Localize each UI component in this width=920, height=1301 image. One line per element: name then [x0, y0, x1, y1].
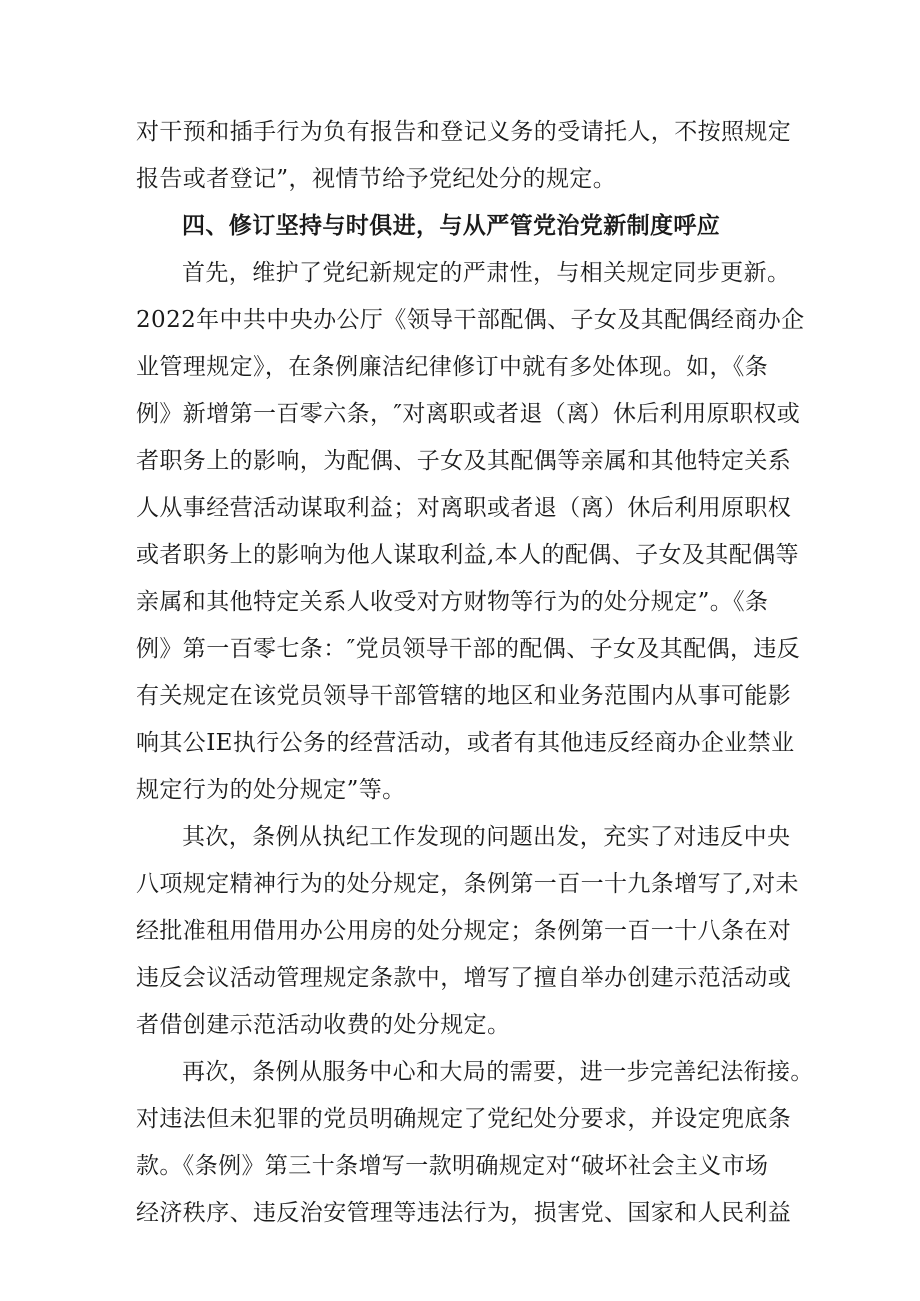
- text-line-content: 业管理规定》，在条例廉洁纪律修订中就有多处体现。如，《条: [136, 354, 769, 380]
- text-line-content: 或者职务上的影响为他人谋取利益,本人的配偶、子女及其配偶等: [136, 542, 799, 568]
- text-line-content: 对违法但未犯罪的党员明确规定了党纪处分要求，并设定兜底条: [136, 1106, 792, 1132]
- text-line-content: 亲属和其他特定关系人收受对方财物等行为的处分规定”。《条: [136, 589, 769, 615]
- text-line-content: 人从事经营活动谋取利益；对离职或者退（离）休后利用原职权: [136, 495, 792, 521]
- text-line-content: 响其公IE执行公务的经营活动，或者有其他违反经商办企业禁业: [136, 730, 795, 756]
- text-line-content: 者职务上的影响，为配偶、子女及其配偶等亲属和其他特定关系: [136, 448, 792, 474]
- text-line-content: 例》新增第一百零六条，″对离职或者退（离）休后利用原职权或: [136, 401, 801, 427]
- text-line-content: 报告或者登记”，视情节给予党纪处分的规定。: [136, 166, 617, 192]
- section-heading-text: 四、修订坚持与时俱进，与从严管党治党新制度呼应: [182, 212, 721, 239]
- text-line-content: 有关规定在该党员领导干部管辖的地区和业务范围内从事可能影: [136, 683, 792, 709]
- text-line-content: 对干预和插手行为负有报告和登记义务的受请托人，不按照规定: [136, 119, 792, 145]
- text-line-content: 首先，维护了党纪新规定的严肃性，与相关规定同步更新。: [182, 260, 791, 286]
- text-line-content: 款。《条例》第三十条增写一款明确规定对“破坏社会主义市场: [136, 1153, 769, 1179]
- text-line-content: 八项规定精神行为的处分规定，条例第一百一十九条增写了,对未: [136, 871, 799, 897]
- text-line-content: 规定行为的处分规定”等。: [136, 777, 406, 803]
- text-line-content: 经济秩序、违反治安管理等违法行为，损害党、国家和人民利益: [136, 1200, 792, 1226]
- text-line-content: 再次，条例从服务中心和大局的需要，进一步完善纪法衔接。: [182, 1059, 814, 1085]
- text-line-content: 违反会议活动管理规定条款中，增写了擅自举办创建示范活动或: [136, 965, 792, 991]
- text-line-content: 者借创建示范活动收费的处分规定。: [136, 1012, 511, 1038]
- text-line-content: 例》第一百零七条：″党员领导干部的配偶、子女及其配偶，违反: [136, 636, 801, 662]
- text-line-content: 2022年中共中央办公厅《领导干部配偶、子女及其配偶经商办企: [136, 307, 805, 333]
- text-line-content: 其次，条例从执纪工作发现的问题出发，充实了对违反中央: [182, 824, 791, 850]
- text-line-content: 经批准租用借用办公用房的处分规定；条例第一百一十八条在对: [136, 918, 792, 944]
